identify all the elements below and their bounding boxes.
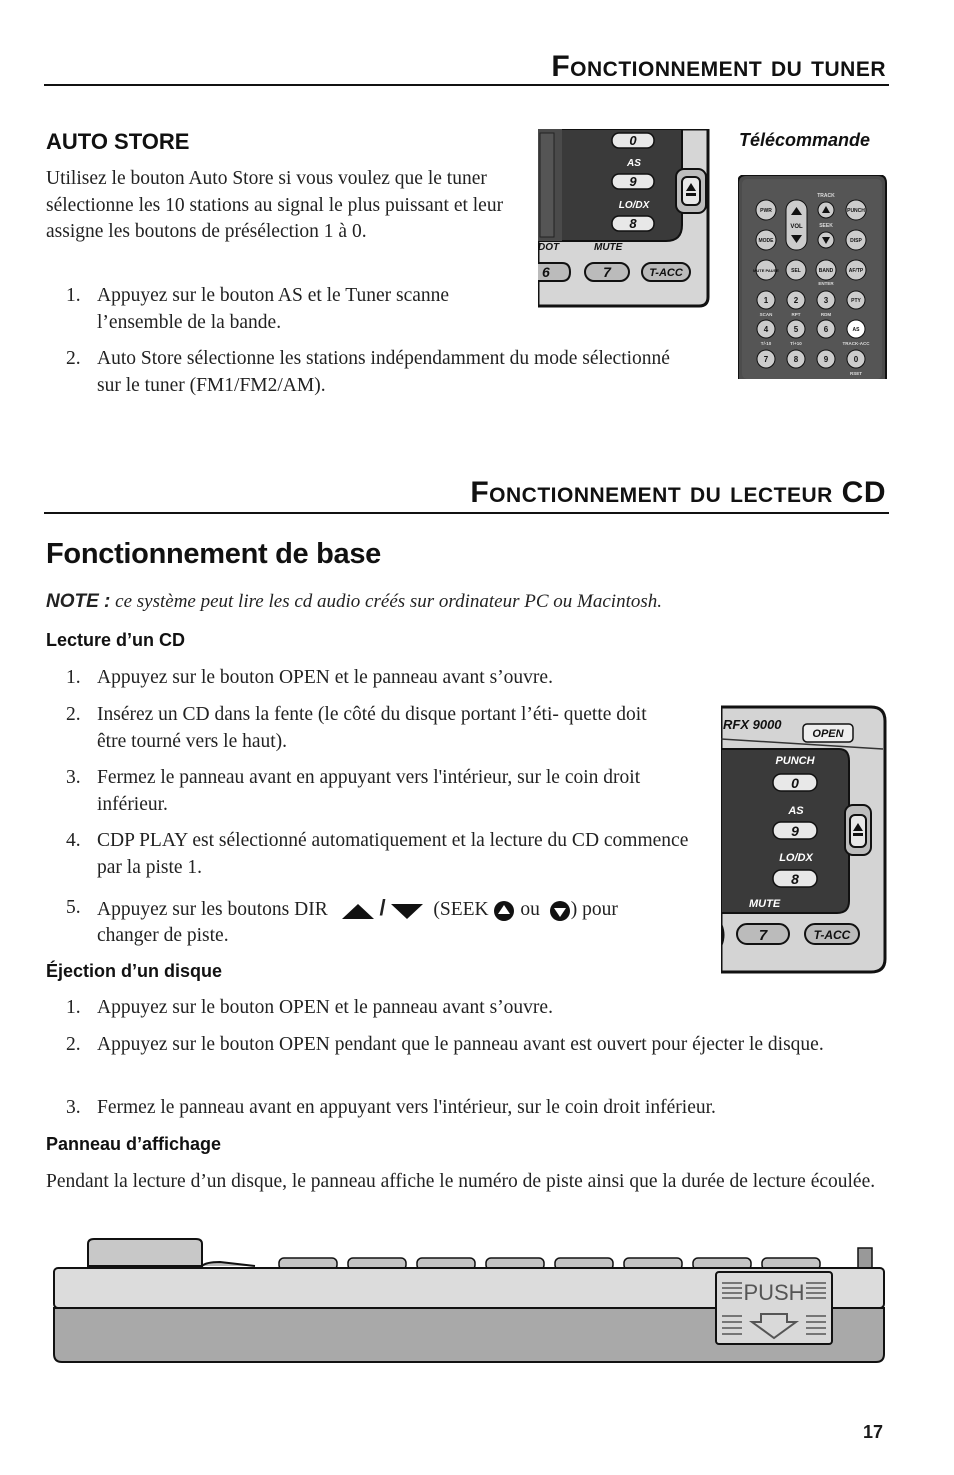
list-item: 1. Appuyez sur le bouton OPEN et le panneau avant s’ouvre. [66,667,553,688]
svg-text:8: 8 [793,355,799,364]
model-label: RFX 9000 [723,717,782,732]
label-lodx: LO/DX [779,852,813,864]
svg-text:SEEK: SEEK [819,223,833,229]
section-title-tuner: Fonctionnement du tuner [551,50,886,83]
svg-text:PUNCH: PUNCH [847,208,865,214]
svg-text:7: 7 [603,264,611,280]
display-heading: Panneau d’affichage [46,1134,222,1154]
preset-button-7 [737,924,789,944]
label-mute: MUTE [594,242,623,253]
svg-text:AS: AS [852,327,860,333]
list-item: 3. Fermez le panneau avant en appuyant vers l'intérieur, sur le coin droit inférieur. [66,1097,716,1118]
svg-text:MUTE PAUSE: MUTE PAUSE [753,268,779,273]
svg-text:BAND: BAND [818,268,834,274]
t-acc-button [642,263,690,281]
svg-text:4: 4 [763,325,769,334]
svg-text:5: 5 [793,325,799,334]
svg-text:6: 6 [823,325,829,334]
list-item: 4. CDP PLAY est sélectionné automatiquement et la lecture du CD commence par la piste 1. [66,830,689,878]
svg-text:DISP: DISP [850,238,862,244]
auto-store-heading: AUTO STORE [46,129,190,154]
svg-text:0: 0 [629,133,637,148]
section-rule [44,512,889,514]
svg-text:SCAN: SCAN [759,312,773,317]
preset-button-7 [585,263,629,281]
svg-text:T-ACC: T-ACC [813,928,851,942]
svg-text:9: 9 [823,355,829,364]
label-punch: PUNCH [775,755,815,767]
note-label: NOTE : [46,591,111,612]
svg-text:9: 9 [629,174,637,189]
svg-text:TRACK: TRACK [817,193,835,199]
page-number: 17 [863,1422,884,1442]
svg-text:OPEN: OPEN [812,728,844,740]
section-title-cd: Fonctionnement du lecteur CD [470,476,886,509]
play-cd-heading: Lecture d’un CD [46,630,186,650]
display-text: Pendant la lecture d’un disque, le panneau affiche le numéro de piste ainsi que la durée de lecture écoulée. [46,1171,876,1192]
head-unit-illustration [50,1236,890,1366]
t-acc-button [805,924,859,944]
list-item: 1. Appuyez sur le bouton AS et le Tuner scanne l’ensemble de la bande. [66,285,450,333]
label-as: AS [788,805,804,817]
svg-text:T-ACC: T-ACC [649,267,683,279]
preset-button-0: 0 [791,775,799,791]
svg-text:PWR: PWR [760,208,772,214]
label-dot: DOT [538,242,560,253]
dir-down-icon [390,901,424,921]
svg-text:T/-10: T/-10 [760,341,772,346]
svg-text:RSET: RSET [849,371,863,376]
dir-up-icon [341,901,375,921]
svg-text:PTY: PTY [851,298,861,304]
cd-panel-illustration [721,705,887,975]
list-item: 2. Auto Store sélectionne les stations indépendamment du mode sélectionné sur le tuner (FM1/FM2/AM). [66,348,670,396]
preset-button-9: 9 [791,823,799,839]
svg-text:SEL: SEL [791,268,801,274]
svg-text:1: 1 [763,296,769,305]
svg-text:VOL: VOL [790,224,803,230]
preset-button-6 [538,263,570,281]
list-item: 2. Insérez un CD dans la fente (le côté du disque portant l’éti- quette doit être tourné vers le haut). [66,704,647,752]
label-mute: MUTE [749,898,781,910]
svg-text:T/+10: T/+10 [790,341,802,346]
open-button [803,724,853,742]
tuner-panel-illustration [538,129,714,309]
svg-text:MODE: MODE [758,238,774,244]
seek-up-icon [493,900,515,922]
remote-caption: Télécommande [739,130,871,150]
preset-button-0 [612,133,654,148]
svg-text:AF/TP: AF/TP [848,268,864,274]
auto-store-intro: Utilisez le bouton Auto Store si vous voulez que le tuner sélectionne les 10 stations au signal le plus puissant et leur assigne les boutons de présélection 1 à 0. [46,168,504,242]
seek-down-icon [549,900,571,922]
note [46,591,906,613]
list-item: 3. Fermez le panneau avant en appuyant vers l'intérieur, sur le coin droit inférieur. [66,767,641,815]
svg-text:RDM: RDM [820,312,832,317]
svg-text:ENTER: ENTER [818,281,834,286]
svg-text:7: 7 [763,355,769,364]
preset-button-8: 8 [791,871,799,887]
svg-text:TRACK-ACC: TRACK-ACC [842,341,870,346]
label-as: AS [627,158,641,169]
list-item: 2. Appuyez sur le bouton OPEN pendant que le panneau avant est ouvert pour éjecter le disque. [66,1034,824,1055]
section-rule [44,84,889,86]
eject-heading: Éjection d’un disque [46,961,223,981]
label-lodx: LO/DX [618,200,650,211]
svg-text:7: 7 [758,927,768,944]
list-item: 1. Appuyez sur le bouton OPEN et le panneau avant s’ouvre. [66,997,553,1018]
svg-text:6: 6 [542,264,550,280]
preset-button-9 [612,174,654,189]
svg-text:RPT: RPT [791,312,801,317]
svg-text:0: 0 [853,355,859,364]
preset-button-8 [612,216,654,231]
svg-text:8: 8 [629,216,637,231]
remote-illustration [738,175,888,381]
basic-operation-heading: Fonctionnement de base [46,538,381,570]
push-label: PUSH [743,1280,805,1305]
note-text: ce système peut lire les cd audio créés sur ordinateur PC ou Macintosh. [115,591,662,612]
svg-text:3: 3 [823,296,829,305]
svg-text:2: 2 [793,296,799,305]
